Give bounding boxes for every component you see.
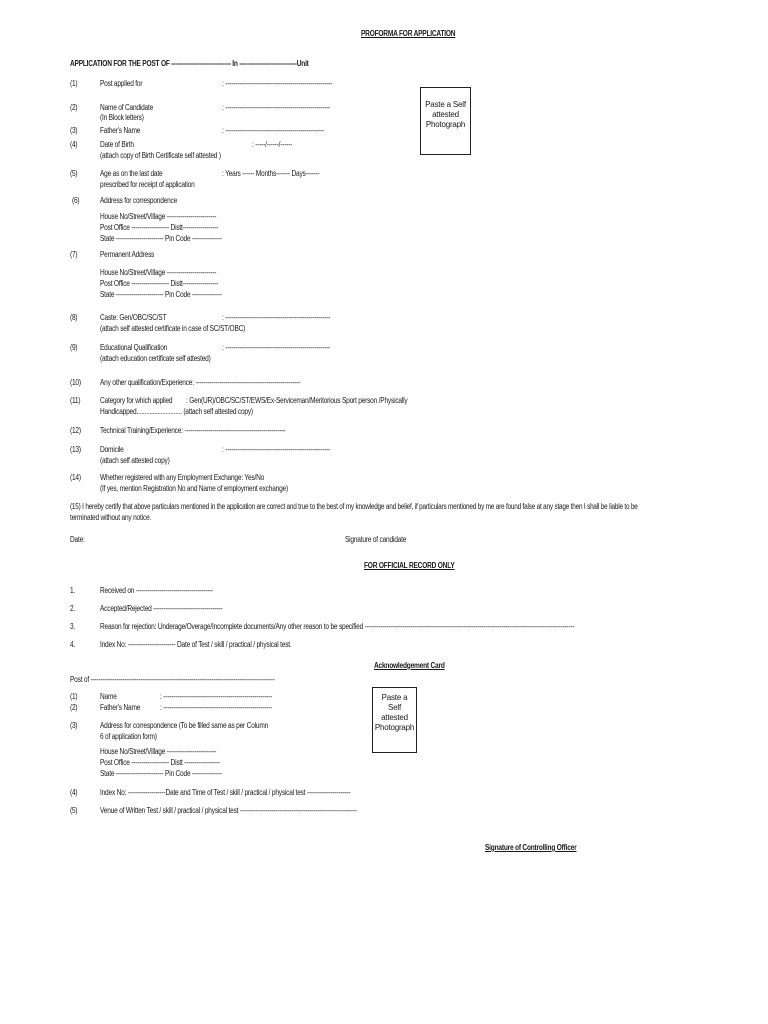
photo-box-ack [372, 687, 417, 753]
item-3-number: (3) [70, 126, 78, 135]
item-2-field: : ----------------------------------------------------- [222, 103, 331, 112]
item-9-field: : ----------------------------------------------------- [222, 343, 331, 352]
item-12-number: (12) [70, 426, 81, 435]
item-1-field: : ------------------------------------------------------ [222, 79, 333, 88]
item-2-number: (2) [70, 103, 78, 112]
ack-1-number: (1) [70, 692, 78, 701]
item-6-number: (6) [72, 196, 80, 205]
item-11-sublabel: Handicapped............................ (attach self attested copy) [100, 407, 253, 416]
item-5-sublabel: prescribed for receipt of application [100, 180, 195, 189]
item-9-sublabel: (attach education certificate self attested) [100, 354, 211, 363]
item-6-state: State ------------------------ Pin Code --------------- [100, 234, 222, 243]
item-2-label: Name of Candidate [100, 103, 154, 112]
declaration-line-1: (15) I hereby certify that above particulars mentioned in the application are correct and true to the best of my knowledge and belief, if particulars mentioned by me are found false at any stage then I shall be liable to be [70, 502, 638, 511]
ack-address-label: Address for correspondence (To be filled same as per Column [100, 721, 269, 730]
item-4-label: Date of Birth [100, 140, 134, 149]
item-5-number: (5) [70, 169, 78, 178]
ack-post-office: Post Office ------------------- Distt ------------------ [100, 758, 220, 767]
official-4-number: 4. [70, 640, 76, 649]
item-14-label: Whether registered with any Employment Exchange: Yes/No [100, 473, 265, 482]
item-13-number: (13) [70, 445, 81, 454]
item-9-label: Educational Qualification [100, 343, 168, 352]
item-7-house: House No/Street/Village ------------------------- [100, 268, 217, 277]
official-1-number: 1. [70, 586, 76, 595]
item-7-number: (7) [70, 250, 78, 259]
item-10-label: Any other qualification/Experience: ----------------------------------------------------- [100, 378, 301, 387]
item-9-number: (9) [70, 343, 78, 352]
item-6-house: House No/Street/Village ------------------------- [100, 212, 217, 221]
ack-name-label: Name [100, 692, 117, 701]
official-accepted-rejected: Accepted/Rejected ----------------------------------- [100, 604, 223, 613]
item-14-number: (14) [70, 473, 81, 482]
item-11-label: Category for which applied [100, 396, 173, 405]
item-7-label: Permanent Address [100, 250, 155, 259]
item-8-number: (8) [70, 313, 78, 322]
item-4-field: : -----/------/------ [252, 140, 293, 149]
ack-house: House No/Street/Village ------------------------- [100, 747, 217, 756]
ack-state: State ------------------------ Pin Code --------------- [100, 769, 222, 778]
official-rejection-reason: Reason for rejection: Underage/Overage/Incomplete documents/Any other reason to be specified ---------------------------------------------------------------------------------------------------------- [100, 622, 575, 631]
item-11-field: : Gen(UR)/OBC/SC/ST/EWS/Ex-Serviceman/Meritorious Sport person /Physically [186, 396, 408, 405]
official-2-number: 2. [70, 604, 76, 613]
application-heading: APPLICATION FOR THE POST OF ------------------------------ In -----------------------------Unit [70, 59, 309, 68]
signature-controlling-officer: Signature of Controlling Officer [485, 843, 577, 852]
item-13-label: Domicile [100, 445, 124, 454]
item-2-sublabel: (In Block letters) [100, 113, 144, 122]
item-5-label: Age as on the last date [100, 169, 163, 178]
ack-index-no: Index No: -------------------Date and Time of Test / skill / practical / physical test ---------------------- [100, 788, 351, 797]
ack-father-label: Father's Name [100, 703, 141, 712]
item-8-sublabel: (attach self attested certificate in case of SC/ST/OBC) [100, 324, 246, 333]
item-10-number: (10) [70, 378, 81, 387]
ack-2-number: (2) [70, 703, 78, 712]
item-7-post-office: Post Office ------------------- Distt------------------ [100, 279, 219, 288]
item-6-post-office: Post Office ------------------- Distt------------------ [100, 223, 219, 232]
item-13-field: : ----------------------------------------------------- [222, 445, 331, 454]
item-3-label: Father's Name [100, 126, 141, 135]
photo-box-main-text: Paste a Self attested Photograph [425, 100, 466, 129]
item-8-label: Caste: Gen/OBC/SC/ST [100, 313, 167, 322]
item-12-label: Technical Training/Experience: --------------------------------------------------- [100, 426, 286, 435]
item-1-number: (1) [70, 79, 78, 88]
ack-address-sublabel: 6 of application form) [100, 732, 157, 741]
item-4-sublabel: (attach copy of Birth Certificate self attested ) [100, 151, 221, 160]
photo-box-main [420, 87, 471, 155]
ack-name-field: : ------------------------------------------------------- [160, 692, 273, 701]
item-7-state: State ------------------------ Pin Code --------------- [100, 290, 222, 299]
item-4-number: (4) [70, 140, 78, 149]
official-3-number: 3. [70, 622, 76, 631]
declaration-line-2: terminated without any notice. [70, 513, 152, 522]
item-6-label: Address for correspondence [100, 196, 178, 205]
item-3-field: : -------------------------------------------------- [222, 126, 325, 135]
item-14-sublabel: (If yes, mention Registration No and Name of employment exchange) [100, 484, 288, 493]
item-8-field: : ----------------------------------------------------- [222, 313, 331, 322]
official-index-no: Index No: ------------------------ Date of Test / skill / practical / physical test. [100, 640, 292, 649]
ack-father-field: : ------------------------------------------------------- [160, 703, 273, 712]
ack-post-of: Post of --------------------------------------------------------------------------------------------- [70, 675, 275, 684]
ack-3-number: (3) [70, 721, 78, 730]
ack-venue: Venue of Written Test / skill / practical / physical test ----------------------------------------------------------- [100, 806, 357, 815]
photo-box-ack-text: Paste a Self attested Photograph [374, 693, 415, 732]
date-label: Date: [70, 535, 85, 544]
official-record-heading: FOR OFFICIAL RECORD ONLY [364, 561, 455, 570]
ack-4-number: (4) [70, 788, 78, 797]
item-1-label: Post applied for [100, 79, 143, 88]
item-5-field: : Years ------ Months------- Days------- [222, 169, 320, 178]
acknowledgement-heading: Acknowledgement Card [374, 661, 445, 670]
official-received-on: Received on --------------------------------------- [100, 586, 214, 595]
ack-5-number: (5) [70, 806, 78, 815]
item-11-number: (11) [70, 396, 81, 405]
item-13-sublabel: (attach self attested copy) [100, 456, 170, 465]
signature-candidate: Signature of candidate [345, 535, 407, 544]
page-title: PROFORMA FOR APPLICATION [361, 29, 456, 38]
